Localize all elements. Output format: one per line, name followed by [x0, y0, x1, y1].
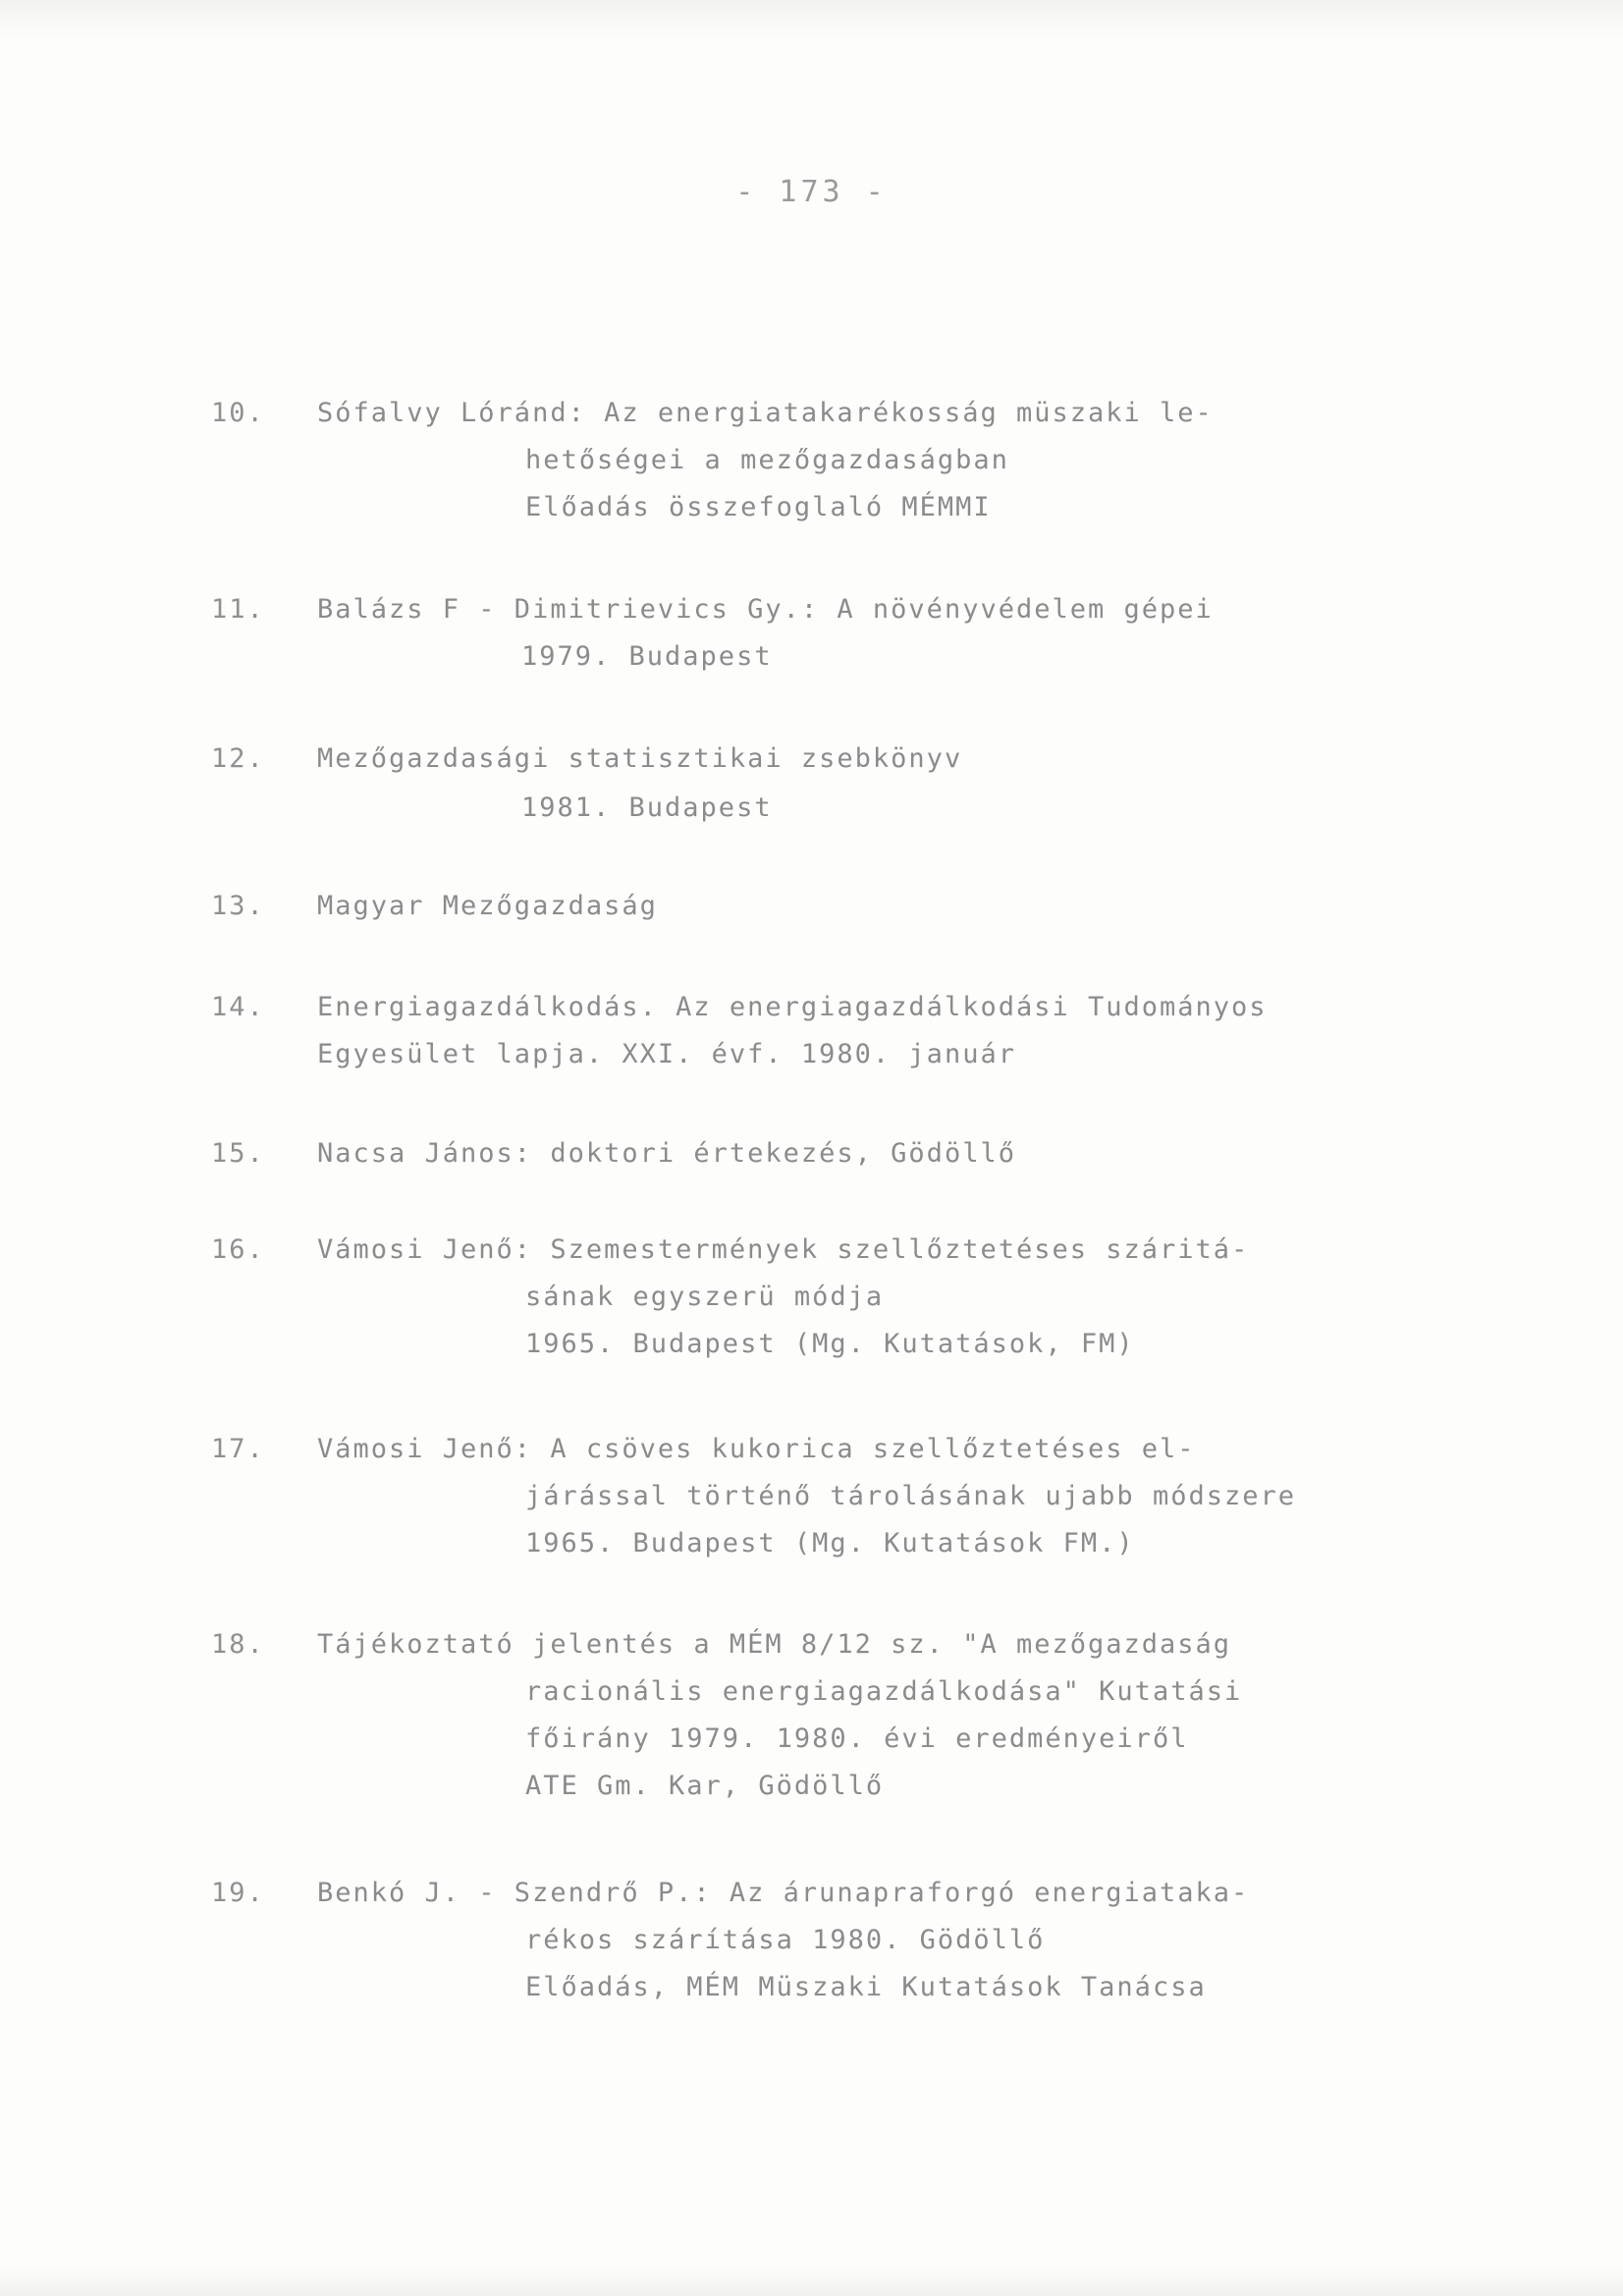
reference-line: Vámosi Jenő: Szemestermények szellőztetéses száritá- — [317, 1234, 1250, 1265]
reference-line: rékos szárítása 1980. Gödöllő — [525, 1925, 1046, 1955]
reference-line: racionális energiagazdálkodása" Kutatási — [525, 1676, 1243, 1707]
reference-line: Balázs F - Dimitrievics Gy.: A növényvédelem gépei — [317, 594, 1214, 625]
reference-line: 1981. Budapest — [521, 793, 773, 823]
page-number: - 173 - — [735, 175, 888, 209]
reference-line: 1979. Budapest — [521, 641, 773, 672]
reference-line: ATE Gm. Kar, Gödöllő — [525, 1771, 885, 1801]
reference-line: Mezőgazdasági statisztikai zsebkönyv — [317, 743, 963, 774]
reference-number: 14. — [211, 992, 265, 1022]
reference-number: 18. — [211, 1629, 265, 1660]
reference-number: 13. — [211, 891, 265, 921]
reference-number: 17. — [211, 1434, 265, 1464]
scan-top-edge — [0, 0, 1623, 39]
reference-line: főirány 1979. 1980. évi eredményeiről — [525, 1723, 1189, 1754]
reference-line: Sófalvy Lóránd: Az energiatakarékosság müszaki le- — [317, 398, 1214, 428]
reference-line: 1965. Budapest (Mg. Kutatások, FM) — [525, 1329, 1135, 1359]
reference-line: 1965. Budapest (Mg. Kutatások FM.) — [525, 1528, 1135, 1558]
reference-line: Energiagazdálkodás. Az energiagazdálkodási Tudományos — [317, 992, 1268, 1022]
reference-line: hetőségei a mezőgazdaságban — [525, 445, 1009, 475]
scan-bottom-edge — [0, 2267, 1623, 2296]
reference-number: 12. — [211, 743, 265, 774]
reference-line: Egyesület lapja. XXI. évf. 1980. január — [317, 1039, 1016, 1069]
reference-number: 15. — [211, 1138, 265, 1169]
reference-line: sának egyszerü módja — [525, 1282, 885, 1312]
reference-number: 19. — [211, 1878, 265, 1908]
reference-line: járással történő tárolásának ujabb módszere — [525, 1481, 1296, 1511]
reference-line: Nacsa János: doktori értekezés, Gödöllő — [317, 1138, 1016, 1169]
reference-number: 11. — [211, 594, 265, 625]
reference-line: Tájékoztató jelentés a MÉM 8/12 sz. "A mezőgazdaság — [317, 1629, 1232, 1660]
reference-line: Vámosi Jenő: A csöves kukorica szellőztetéses el- — [317, 1434, 1196, 1464]
reference-line: Benkó J. - Szendrő P.: Az árunapraforgó energiataka- — [317, 1878, 1250, 1908]
reference-number: 10. — [211, 398, 265, 428]
reference-line: Előadás összefoglaló MÉMMI — [525, 492, 992, 522]
reference-number: 16. — [211, 1234, 265, 1265]
reference-line: Előadás, MÉM Müszaki Kutatások Tanácsa — [525, 1972, 1207, 2002]
reference-line: Magyar Mezőgazdaság — [317, 891, 658, 921]
